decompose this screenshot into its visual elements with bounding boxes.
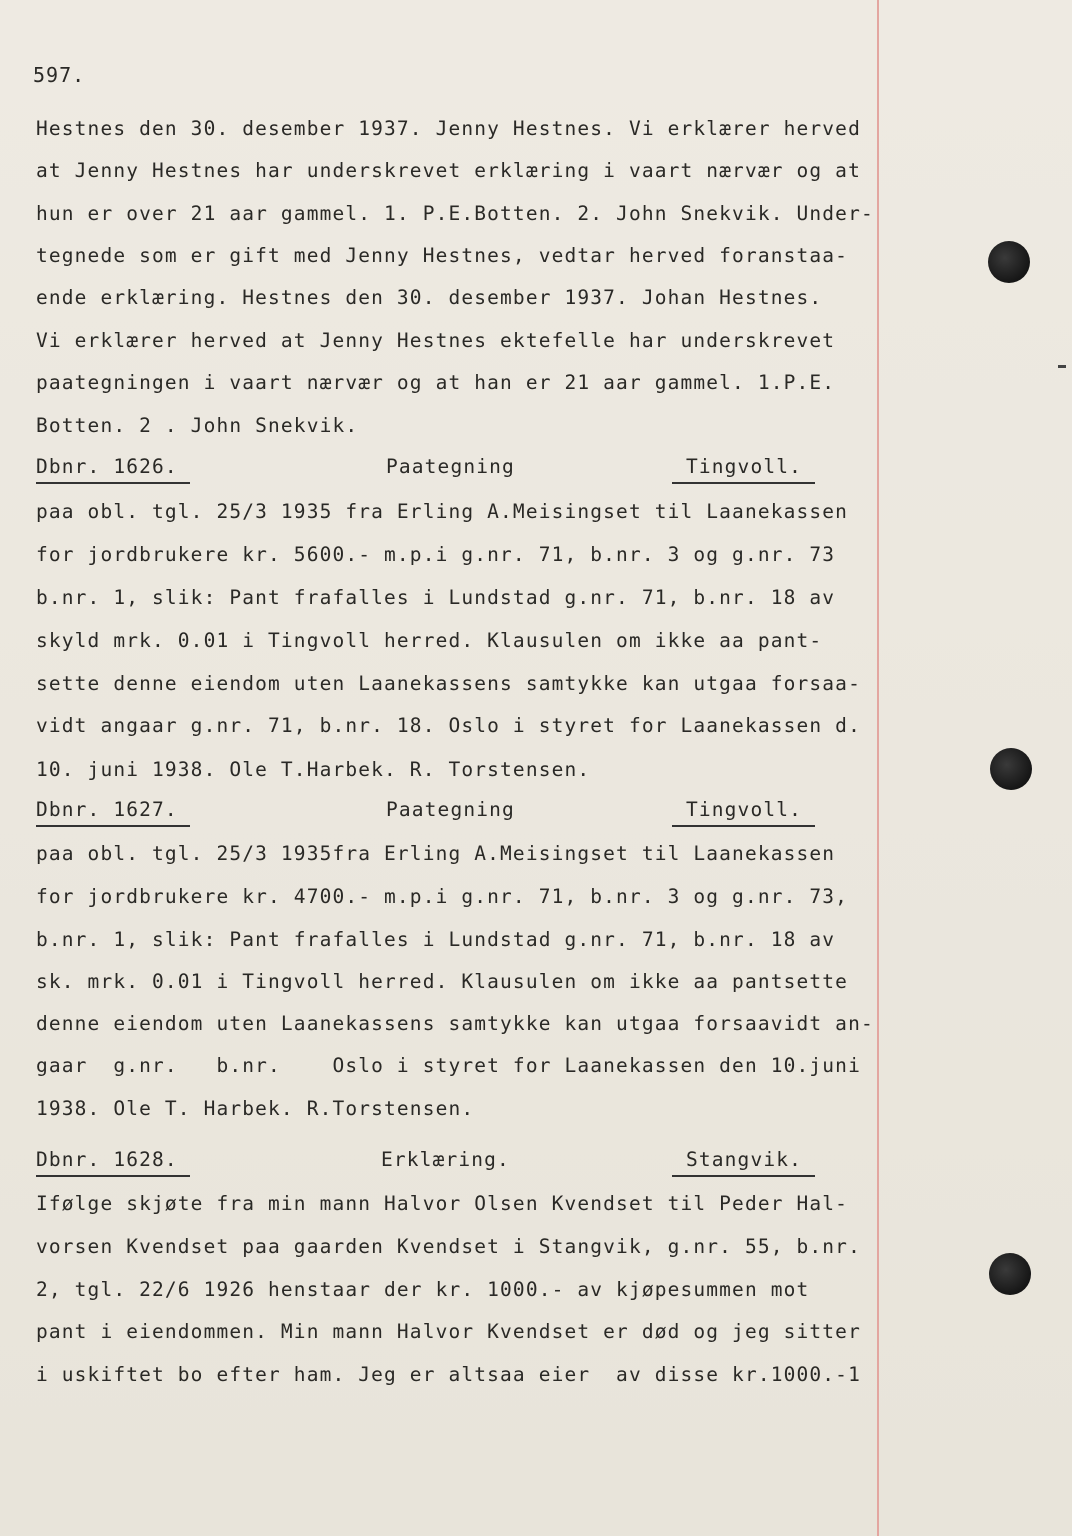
text-line: vorsen Kvendset paa gaarden Kvendset i Stangvik, g.nr. 55, b.nr. [36, 1235, 861, 1258]
entry-type: Erklæring. [381, 1148, 510, 1171]
text-line: 10. juni 1938. Ole T.Harbek. R. Torstensen. [36, 758, 591, 781]
entry-header [36, 798, 826, 826]
page-number: 597. [33, 63, 86, 87]
entry-number: Dbnr. 1628. [36, 1148, 178, 1171]
text-line: paa obl. tgl. 25/3 1935 fra Erling A.Meisingset til Laanekassen [36, 500, 849, 523]
entry-number: Dbnr. 1627. [36, 798, 178, 821]
binder-hole [990, 748, 1032, 790]
text-line: skyld mrk. 0.01 i Tingvoll herred. Klausulen om ikke aa pant- [36, 629, 823, 652]
entry-place: Tingvoll. [686, 798, 803, 821]
binder-hole [989, 1253, 1031, 1295]
underline [672, 825, 815, 827]
text-line: i uskiftet bo efter ham. Jeg er altsaa eier av disse kr.1000.-1 [36, 1363, 861, 1386]
text-line: Botten. 2 . John Snekvik. [36, 414, 359, 437]
text-line: paategningen i vaart nærvær og at han er 21 aar gammel. 1.P.E. [36, 371, 836, 394]
text-line: at Jenny Hestnes har underskrevet erklæring i vaart nærvær og at [36, 159, 861, 182]
text-line: b.nr. 1, slik: Pant frafalles i Lundstad g.nr. 71, b.nr. 18 av [36, 586, 836, 609]
text-line: sette denne eiendom uten Laanekassens samtykke kan utgaa forsaa- [36, 672, 861, 695]
entry-place: Stangvik. [686, 1148, 803, 1171]
entry-header [36, 1148, 826, 1176]
underline [672, 482, 815, 484]
text-line: hun er over 21 aar gammel. 1. P.E.Botten. 2. John Snekvik. Under- [36, 202, 874, 225]
entry-header [36, 455, 826, 483]
text-line: Vi erklærer herved at Jenny Hestnes ektefelle har underskrevet [36, 329, 836, 352]
text-line: tegnede som er gift med Jenny Hestnes, vedtar herved foranstaa- [36, 244, 849, 267]
text-line: vidt angaar g.nr. 71, b.nr. 18. Oslo i styret for Laanekassen d. [36, 714, 861, 737]
text-line: 2, tgl. 22/6 1926 henstaar der kr. 1000.- av kjøpesummen mot [36, 1278, 810, 1301]
text-line: paa obl. tgl. 25/3 1935fra Erling A.Meisingset til Laanekassen [36, 842, 836, 865]
underline [36, 1175, 190, 1177]
text-line: for jordbrukere kr. 5600.- m.p.i g.nr. 71, b.nr. 3 og g.nr. 73 [36, 543, 836, 566]
entry-number: Dbnr. 1626. [36, 455, 178, 478]
underline [672, 1175, 815, 1177]
text-line: b.nr. 1, slik: Pant frafalles i Lundstad g.nr. 71, b.nr. 18 av [36, 928, 836, 951]
text-line: gaar g.nr. b.nr. Oslo i styret for Laanekassen den 10.juni [36, 1054, 861, 1077]
underline [36, 482, 190, 484]
text-line: sk. mrk. 0.01 i Tingvoll herred. Klausulen om ikke aa pantsette [36, 970, 849, 993]
text-line: Hestnes den 30. desember 1937. Jenny Hestnes. Vi erklærer herved [36, 117, 861, 140]
text-line: for jordbrukere kr. 4700.- m.p.i g.nr. 71, b.nr. 3 og g.nr. 73, [36, 885, 849, 908]
text-line: 1938. Ole T. Harbek. R.Torstensen. [36, 1097, 475, 1120]
text-line: denne eiendom uten Laanekassens samtykke kan utgaa forsaavidt an- [36, 1012, 874, 1035]
underline [36, 825, 190, 827]
entry-type: Paategning [386, 455, 515, 478]
text-line: Ifølge skjøte fra min mann Halvor Olsen Kvendset til Peder Hal- [36, 1192, 849, 1215]
entry-place: Tingvoll. [686, 455, 803, 478]
binder-hole [988, 241, 1030, 283]
text-line: pant i eiendommen. Min mann Halvor Kvendset er død og jeg sitter [36, 1320, 861, 1343]
margin-rule [877, 0, 879, 1536]
edge-mark [1058, 365, 1066, 368]
text-line: ende erklæring. Hestnes den 30. desember 1937. Johan Hestnes. [36, 286, 823, 309]
entry-type: Paategning [386, 798, 515, 821]
